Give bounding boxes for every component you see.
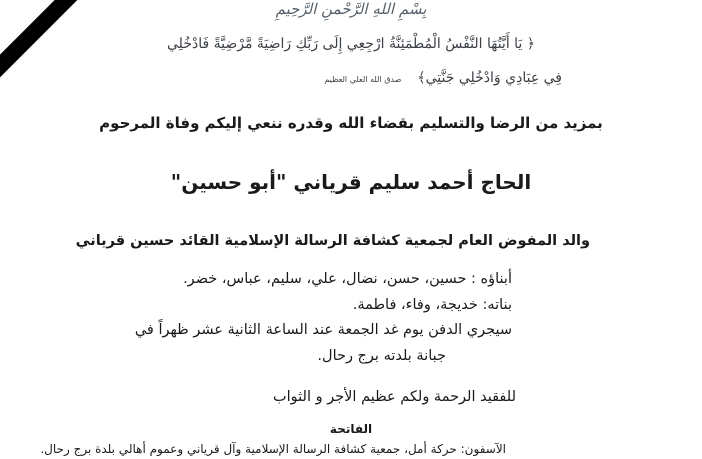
- verse-attribution: صدق الله العلي العظيم: [324, 75, 402, 84]
- quran-verse-line-1: ﴿ يَا أَيَّتُهَا النَّفْسُ الْمُطْمَئِنَّةُ ارْجِعِي إِلَى رَبِّكِ رَاضِيَةً مَّرْضِيَّةً فَادْخُلِي: [167, 36, 535, 52]
- basmala: بِسْمِ اللهِ الرَّحْمنِ الرَّحِيمِ: [275, 0, 427, 18]
- daughters-list: بناته: خديجة، وفاء، فاطمة.: [352, 297, 512, 313]
- deceased-name: الحاج أحمد سليم قرياني "أبو حسين": [170, 170, 532, 194]
- burial-info-line-1: سيجري الدفن يوم غد الجمعة عند الساعة الثانية عشر ظهراً في: [134, 322, 512, 338]
- mourners-line: الآسفون: حركة أمل، جمعية كشافة الرسالة الإسلامية وآل قرياني وعموم أهالي بلدة برج رحال.: [40, 442, 506, 456]
- quran-verse-line-2: فِي عِبَادِي وَادْخُلِي جَنَّتِي﴾: [417, 70, 562, 86]
- sons-list: أبناؤه : حسين، حسن، نضال، علي، سليم، عباس، خضر.: [183, 271, 512, 287]
- burial-info-line-2: جبانة بلدته برج رحال.: [317, 348, 446, 364]
- announcement-intro: بمزيد من الرضا والتسليم بقضاء الله وقدره ننعي إليكم وفاة المرحوم: [99, 114, 603, 132]
- condolence-line: للفقيد الرحمة ولكم عظيم الأجر و الثواب: [272, 389, 516, 405]
- father-of-line: والد المفوض العام لجمعية كشافة الرسالة الإسلامية القائد حسين قرياني: [75, 233, 590, 249]
- fatiha-label: الفاتحة: [329, 422, 373, 436]
- quran-verse-line-2-row: [140, 70, 562, 86]
